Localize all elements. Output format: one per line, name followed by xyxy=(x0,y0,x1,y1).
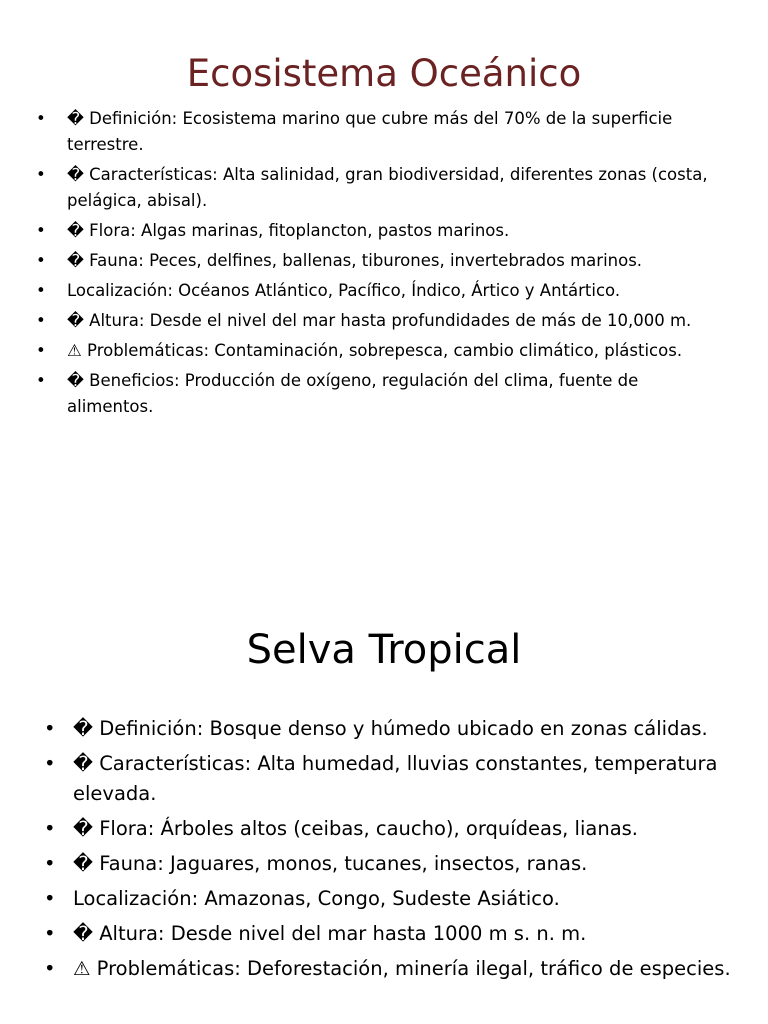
bullet-item-fauna xyxy=(44,849,744,879)
bullet-text: � Flora: Árboles altos (ceibas, caucho), orquídeas, lianas. xyxy=(73,817,638,840)
slide-title: Selva Tropical xyxy=(246,627,522,673)
bullet-text: � Fauna: Jaguares, monos, tucanes, insectos, ranas. xyxy=(73,852,588,875)
bullet-item-caracteristicas xyxy=(36,162,726,214)
bullet-item-beneficios xyxy=(36,368,726,420)
bullet-item-problematicas xyxy=(44,954,744,984)
bullet-text: ⚠ Problemáticas: Deforestación, minería ilegal, tráfico de especies. xyxy=(73,957,731,980)
bullet-text: � Definición: Bosque denso y húmedo ubicado en zonas cálidas. xyxy=(73,717,708,740)
bullet-item-flora xyxy=(44,814,744,844)
bullet-dot: • xyxy=(36,221,46,240)
bullet-item-problematicas xyxy=(36,338,726,364)
bullet-item-altura xyxy=(36,308,726,334)
bullet-item-definicion xyxy=(44,714,744,744)
bullet-dot: • xyxy=(36,371,46,390)
bullet-dot: • xyxy=(44,817,56,840)
slide-selva-tropical xyxy=(0,600,768,1024)
bullet-text: Localización: Océanos Atlántico, Pacífico, Índico, Ártico y Antártico. xyxy=(67,281,621,300)
bullet-text: ⚠ Problemáticas: Contaminación, sobrepesca, cambio climático, plásticos. xyxy=(67,341,683,360)
bullet-text: � Características: Alta salinidad, gran biodiversidad, diferentes zonas (costa, pelágica, abisal). xyxy=(67,165,708,210)
bullet-text: � Definición: Ecosistema marino que cubre más del 70% de la superficie terrestre. xyxy=(67,109,673,154)
bullet-list xyxy=(36,106,726,424)
bullet-item-caracteristicas xyxy=(44,749,744,809)
bullet-text: � Altura: Desde el nivel del mar hasta profundidades de más de 10,000 m. xyxy=(67,311,692,330)
bullet-item-flora xyxy=(36,218,726,244)
bullet-dot: • xyxy=(36,165,46,184)
bullet-dot: • xyxy=(36,311,46,330)
bullet-item-definicion xyxy=(36,106,726,158)
bullet-dot: • xyxy=(36,251,46,270)
bullet-item-altura xyxy=(44,919,744,949)
bullet-text: � Altura: Desde nivel del mar hasta 1000 m s. n. m. xyxy=(73,922,587,945)
bullet-list xyxy=(44,714,744,989)
bullet-dot: • xyxy=(44,752,56,775)
bullet-dot: • xyxy=(36,109,46,128)
bullet-dot: • xyxy=(44,852,56,875)
bullet-text: � Fauna: Peces, delfines, ballenas, tiburones, invertebrados marinos. xyxy=(67,251,643,270)
bullet-text: � Flora: Algas marinas, fitoplancton, pastos marinos. xyxy=(67,221,510,240)
bullet-dot: • xyxy=(44,922,56,945)
bullet-item-localizacion xyxy=(36,278,726,304)
bullet-dot: • xyxy=(44,717,56,740)
slide-title: Ecosistema Oceánico xyxy=(186,52,582,95)
bullet-dot: • xyxy=(36,281,46,300)
bullet-dot: • xyxy=(44,957,56,980)
slide-ecosistema-oceanico xyxy=(0,0,768,500)
bullet-item-localizacion xyxy=(44,884,744,914)
bullet-dot: • xyxy=(44,887,56,910)
bullet-dot: • xyxy=(36,341,46,360)
bullet-text: Localización: Amazonas, Congo, Sudeste Asiático. xyxy=(73,887,560,910)
bullet-text: � Características: Alta humedad, lluvias constantes, temperatura elevada. xyxy=(73,752,718,805)
bullet-text: � Beneficios: Producción de oxígeno, regulación del clima, fuente de alimentos. xyxy=(67,371,639,416)
bullet-item-fauna xyxy=(36,248,726,274)
